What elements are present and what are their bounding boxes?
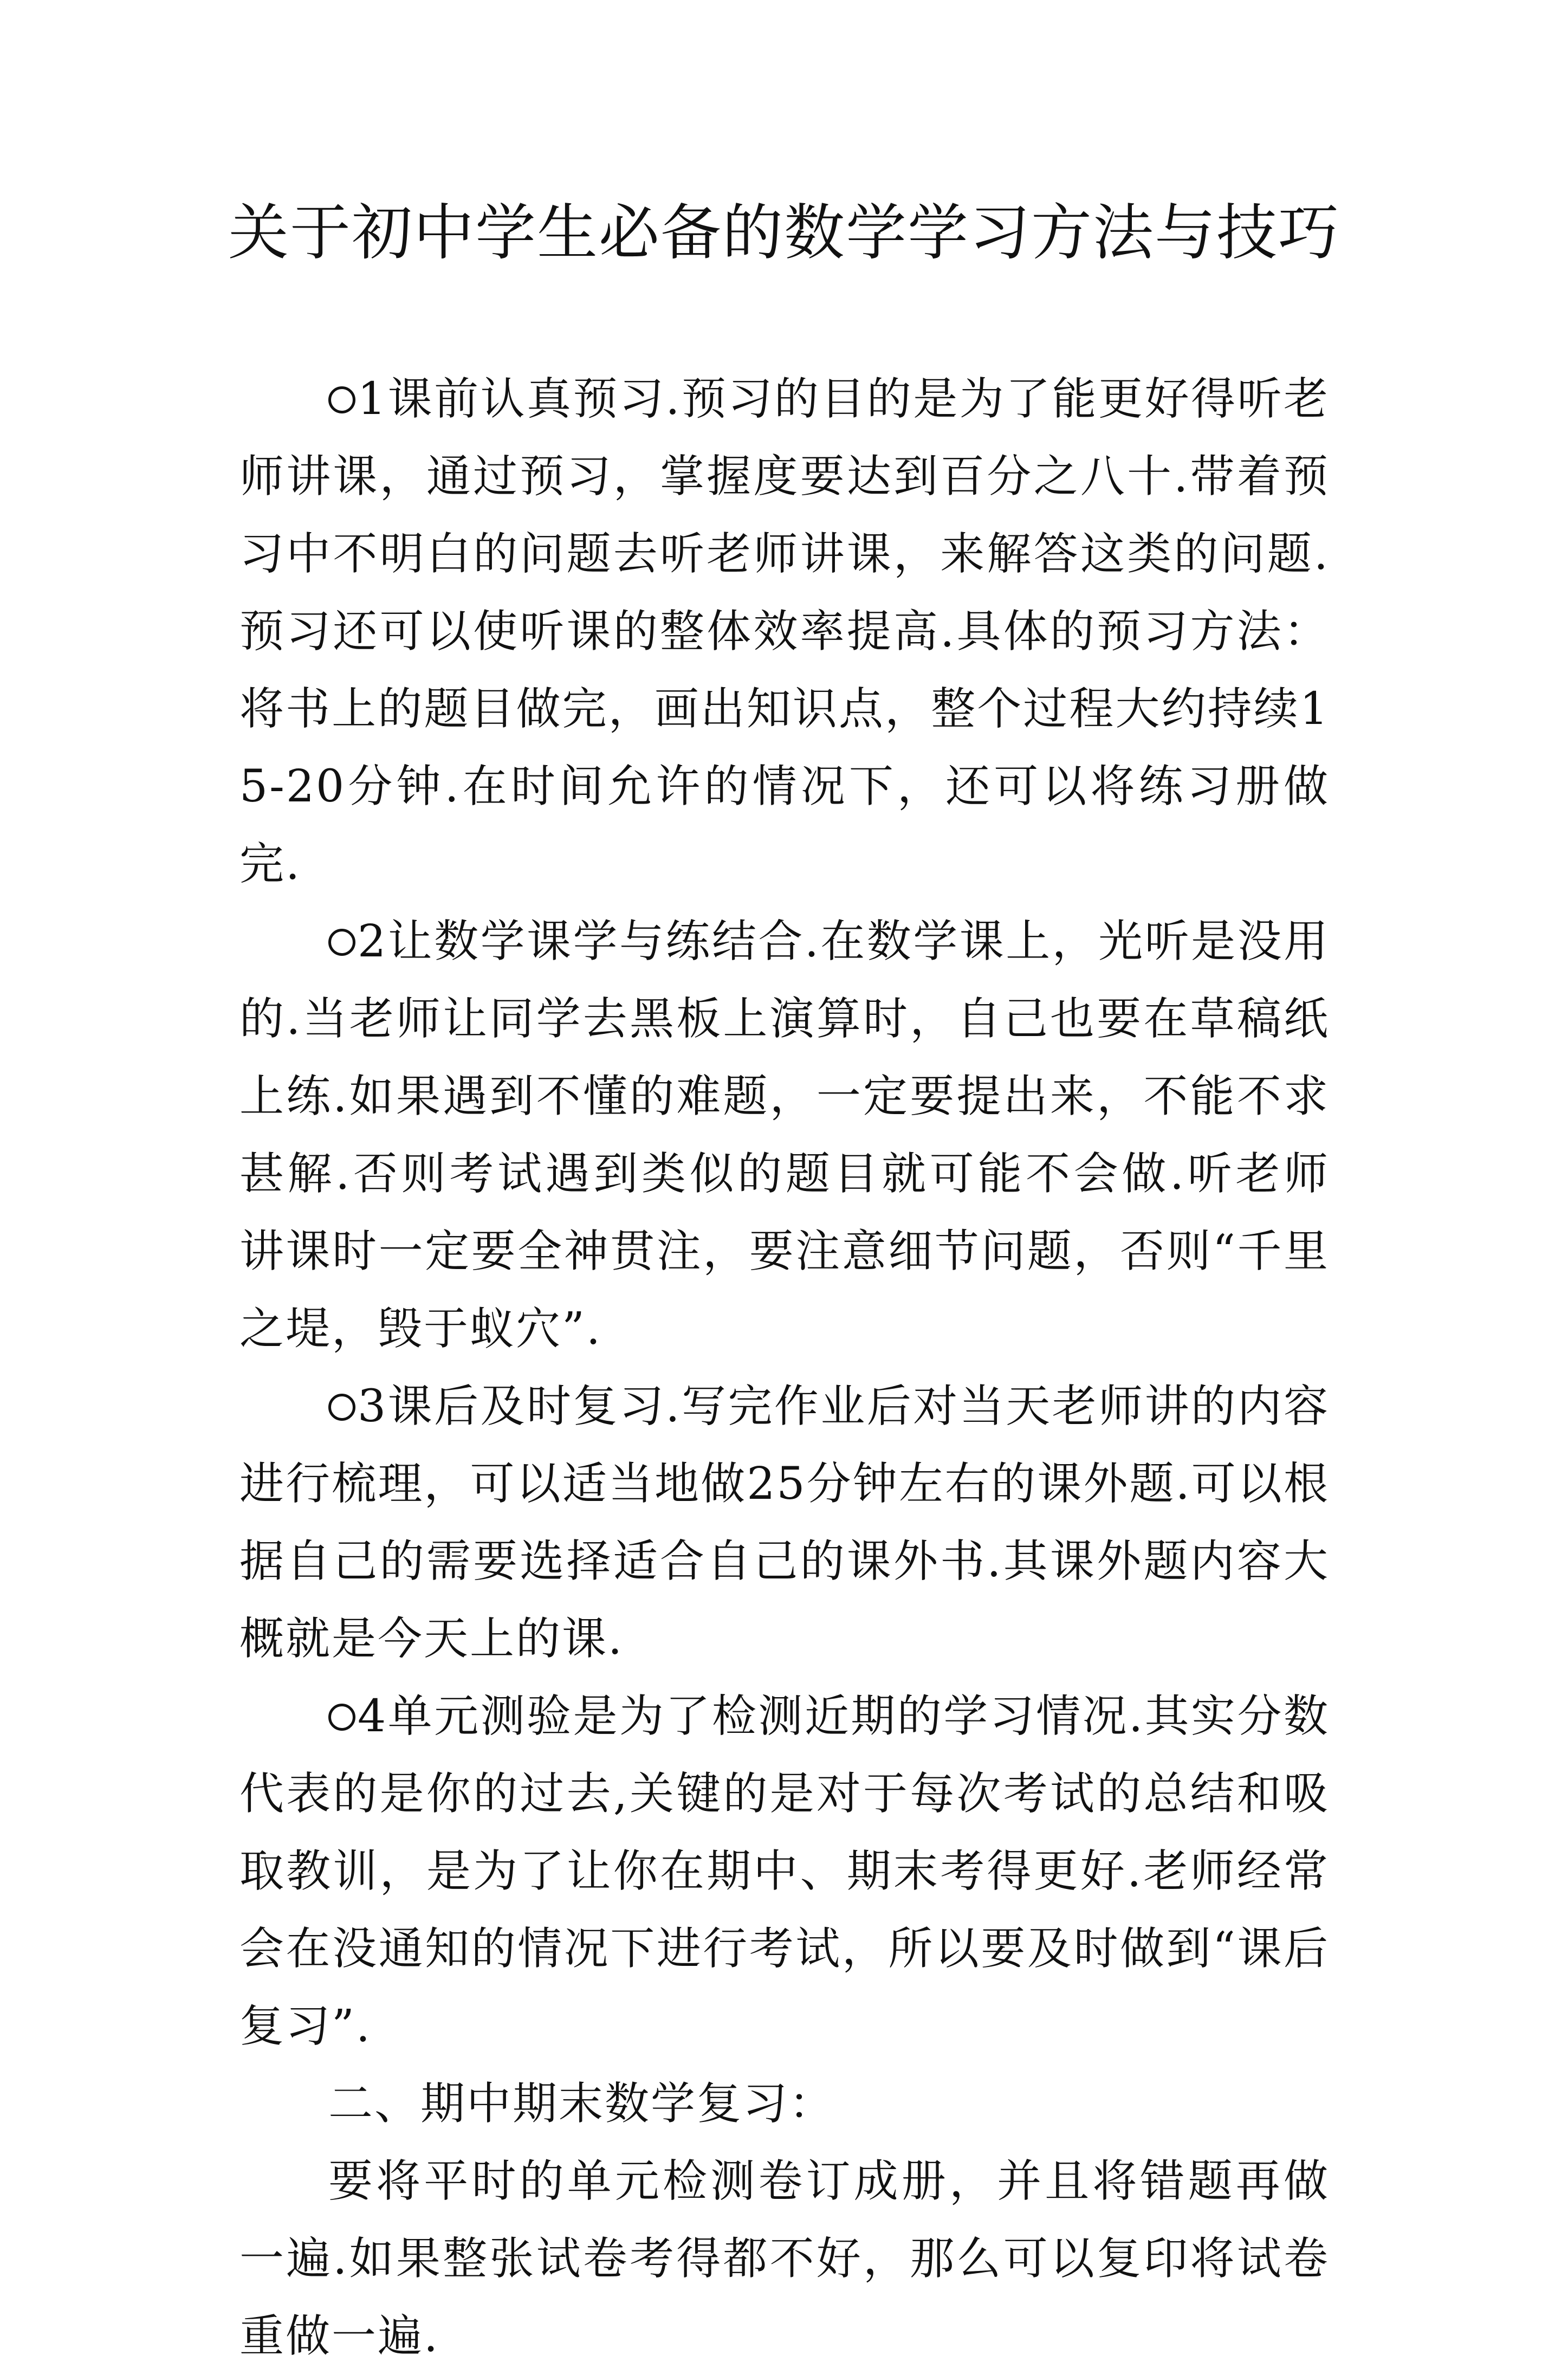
paragraph-text: 2让数学课学与练结合.在数学课上，光听是没用的.当老师让同学去黑板上演算时，自己也要在草稿纸上练.如果遇到不懂的难题，一定要提出来，不能不求甚解.否则考试遇到类似的题目就可能不会做.听老师讲课时一定要全神贯注，要注意细节问题，否则“千里之堤，毁于蚁穴”.: [239, 916, 1330, 1355]
paragraph-review: [239, 1368, 1330, 1678]
circle-bullet-icon: [328, 1704, 355, 1731]
paragraph-text: 4单元测验是为了检测近期的学习情况.其实分数代表的是你的过去,关键的是对于每次考试的总结和吸取教训，是为了让你在期中、期末考得更好.老师经常会在没通知的情况下进行考试，所以要及时做到“课后复习”.: [239, 1691, 1330, 2052]
document-body: [239, 360, 1330, 2375]
paragraph-practice: [239, 903, 1330, 1368]
paragraph-unit-test: [239, 1678, 1330, 2065]
paragraph-text: 要将平时的单元检测卷订成册，并且将错题再做一遍.如果整张试卷考得都不好，那么可以复印将试卷重做一遍.: [239, 2156, 1330, 2362]
paragraph-preview: [239, 360, 1330, 903]
circle-bullet-icon: [328, 386, 355, 413]
section-heading: [239, 2065, 1330, 2143]
circle-bullet-icon: [328, 1394, 355, 1421]
paragraph-text: 1课前认真预习.预习的目的是为了能更好得听老师讲课，通过预习，掌握度要达到百分之八十.带着预习中不明白的问题去听老师讲课，来解答这类的问题.预习还可以使听课的整体效率提高.具体的预习方法：将书上的题目做完，画出知识点，整个过程大约持续15-20分钟.在时间允许的情况下，还可以将练习册做完.: [239, 373, 1330, 890]
document-title: 关于初中学生必备的数学学习方法与技巧: [228, 198, 1340, 268]
paragraph-text: 3课后及时复习.写完作业后对当天老师讲的内容进行梳理，可以适当地做25分钟左右的课外题.可以根据自己的需要选择适合自己的课外书.其课外题内容大概就是今天上的课.: [239, 1381, 1330, 1665]
section-heading-text: 二、期中期末数学复习：: [328, 2078, 835, 2130]
circle-bullet-icon: [328, 929, 355, 956]
paragraph-exam-review: [239, 2143, 1330, 2375]
